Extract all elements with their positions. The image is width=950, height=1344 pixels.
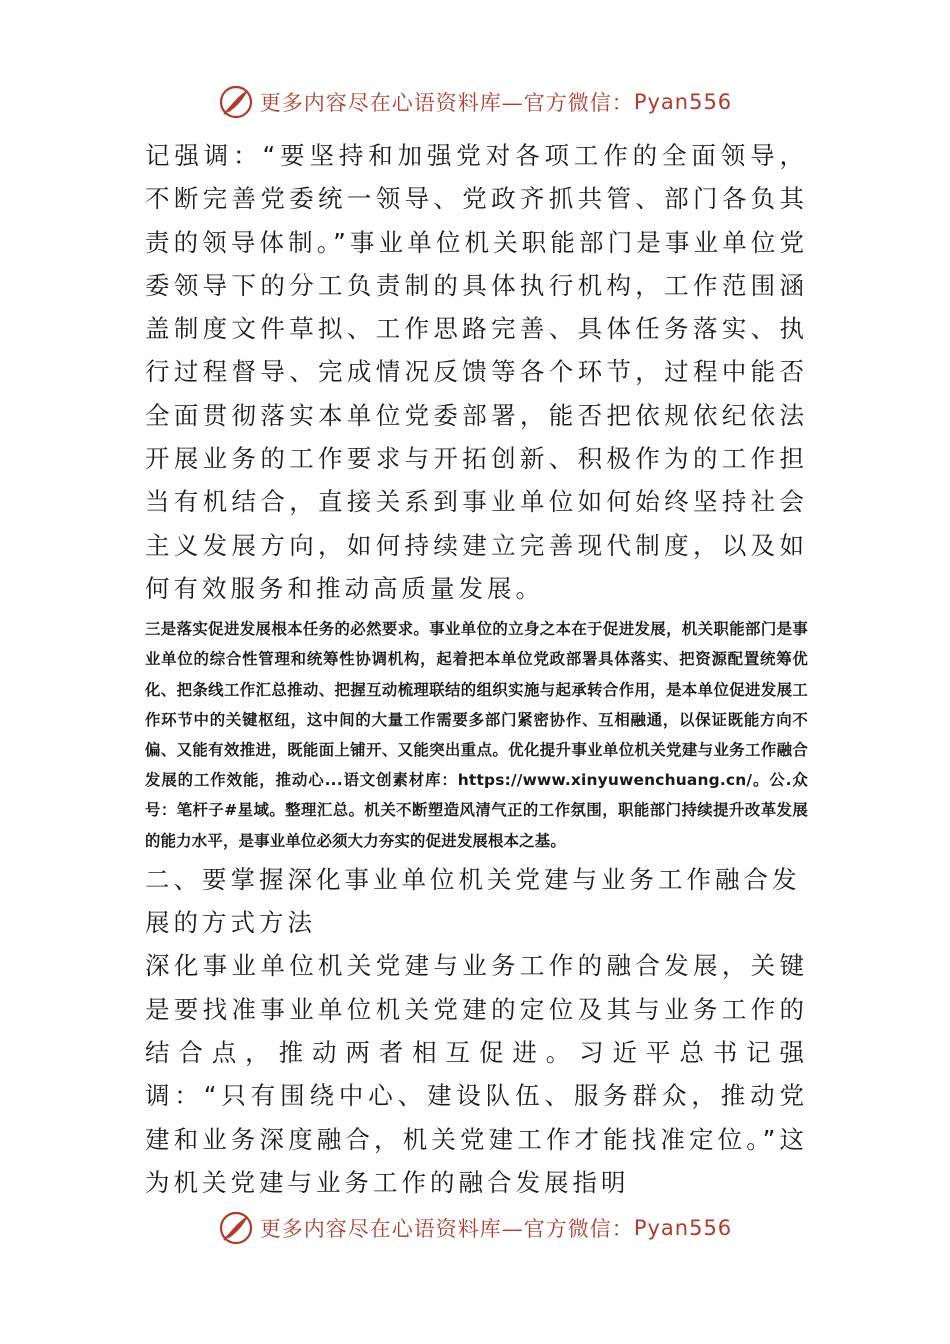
paragraph-2: 三是落实促进发展根本任务的必然要求。事业单位的立身之本在于促进发展，机关职能部门是事业单位的综合性管理和统筹性协调机构，起着把本单位党政部署具体落实、把资源配置统筹优化、把条线工作汇总推动、把握互动梳理联结的组织实施与起承转合作用，是本单位促进发展工作环节中的关键枢纽，这中间的大量工作需要多部门紧密协作、互相融通，以保证既能方向不偏、又能有效推进，既能面上铺开、又能突出重点。优化提升事业单位机关党建与业务工作融合发展的工作效能，推动心...语文创素材库：https://www.xinyuwenchuang.cn/。公.众号：笔杆子#星域。整理汇总。机关不断塑造风清气正的工作氛围，职能部门持续提升改革发展的能力水平，是事业单位必须大力夯实的促进发展根本之基。	[145, 620, 808, 850]
feather-pen-icon	[218, 84, 254, 120]
watermark-wechat-id: Pyan556	[633, 90, 733, 114]
feather-pen-icon	[218, 1210, 254, 1246]
watermark-wechat-id: Pyan556	[633, 1216, 733, 1240]
header-watermark	[0, 80, 950, 124]
paragraph-3: 深化事业单位机关党建与业务工作的融合发展，关键是要找准事业单位机关党建的定位及其与业务工作的结合点，推动两者相互促进。习近平总书记强调：“只有围绕中心、建设队伍、服务群众，推动党建和业务深度融合，机关党建工作才能找准定位。”这为机关党建与业务工作的融合发展指明	[145, 951, 808, 1197]
footer-watermark	[0, 1206, 950, 1250]
paragraph-1: 记强调：“要坚持和加强党对各项工作的全面领导，不断完善党委统一领导、党政齐抓共管、部门各负其责的领导体制。”事业单位机关职能部门是事业单位党委领导下的分工负责制的具体执行机构，工作范围涵盖制度文件草拟、工作思路完善、具体任务落实、执行过程督导、完成情况反馈等各个环节，过程中能否全面贯彻落实本单位党委部署，能否把依规依纪依法开展业务的工作要求与开拓创新、积极作为的工作担当有机结合，直接关系到事业单位如何始终坚持社会主义发展方向，如何持续建立完善现代制度，以及如何有效服务和推动高质量发展。	[145, 141, 808, 603]
watermark-text: 更多内容尽在心语资料库—官方微信：	[259, 1217, 634, 1241]
watermark-text: 更多内容尽在心语资料库—官方微信：	[259, 91, 634, 115]
section-heading: 二、要掌握深化事业单位机关党建与业务工作融合发展的方式方法	[145, 864, 801, 938]
document-body	[145, 134, 808, 1204]
